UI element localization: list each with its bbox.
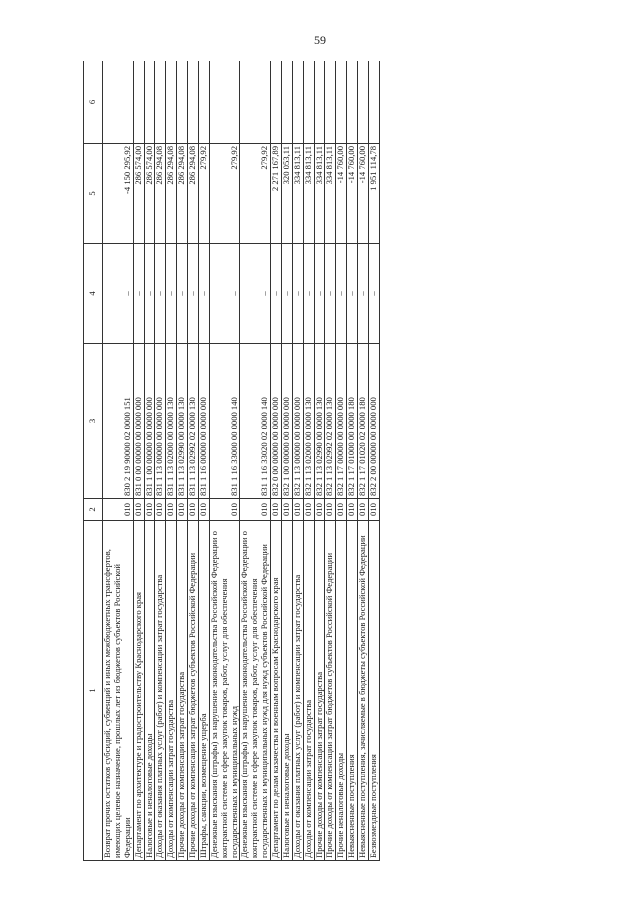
row-kbk-cell: 832 0 00 00000 00 0000 000 — [271, 344, 282, 499]
row-code-cell: 010 — [347, 499, 358, 521]
row-name-cell: Налоговые и неналоговые доходы — [144, 521, 155, 861]
header-col-2: 2 — [84, 499, 103, 521]
row-name-cell: Департамент по архитектуре и градостроительству Краснодарского края — [133, 521, 144, 861]
table-row — [347, 61, 358, 861]
page-number: 59 — [314, 33, 326, 47]
header-col-4: 4 — [84, 244, 103, 344]
row-kbk-cell: 832 1 00 00000 00 0000 000 — [281, 344, 292, 499]
row-amount-cell: 279,92 — [198, 144, 209, 244]
row-amount-cell: 286 294,08 — [177, 144, 188, 244]
row-amount-cell: 286 574,00 — [144, 144, 155, 244]
row-col6-cell — [188, 61, 199, 144]
row-col6-cell — [303, 61, 314, 144]
row-amount-cell: 286 294,08 — [166, 144, 177, 244]
row-col6-cell — [209, 61, 240, 144]
row-name-cell: Доходы от компенсации затрат государства — [166, 521, 177, 861]
header-col-5: 5 — [84, 144, 103, 244]
row-amount-cell: 334 813,11 — [314, 144, 325, 244]
row-col4-cell: – — [368, 244, 379, 344]
row-col4-cell: – — [303, 244, 314, 344]
row-amount-cell: 286 294,08 — [188, 144, 199, 244]
table-row — [281, 61, 292, 861]
row-amount-cell: 320 053,11 — [281, 144, 292, 244]
row-name-cell: Невыясненные поступления, зачисляемые в бюджеты субъектов Российской Федерации — [358, 521, 369, 861]
row-col6-cell — [368, 61, 379, 144]
row-col6-cell — [144, 61, 155, 144]
row-amount-cell: -4 150 295,92 — [103, 144, 134, 244]
row-col6-cell — [177, 61, 188, 144]
row-name-cell: Прочие доходы от компенсации затрат государства — [314, 521, 325, 861]
row-amount-cell: 1 951 114,78 — [368, 144, 379, 244]
table-header-row — [84, 61, 103, 861]
row-code-cell: 010 — [292, 499, 303, 521]
row-kbk-cell: 831 1 13 02992 02 0000 130 — [188, 344, 199, 499]
row-col4-cell: – — [177, 244, 188, 344]
row-amount-cell: 334 813,11 — [325, 144, 336, 244]
row-kbk-cell: 830 2 19 90000 02 0000 151 — [103, 344, 134, 499]
table-row — [336, 61, 347, 861]
row-amount-cell: -14 760,00 — [347, 144, 358, 244]
table-row — [368, 61, 379, 861]
row-code-cell: 010 — [325, 499, 336, 521]
row-code-cell: 010 — [358, 499, 369, 521]
row-amount-cell: -14 760,00 — [358, 144, 369, 244]
row-kbk-cell: 831 1 16 33020 02 0000 140 — [240, 344, 271, 499]
row-kbk-cell: 832 1 13 02992 02 0000 130 — [325, 344, 336, 499]
row-name-cell: Доходы от оказания платных услуг (работ) и компенсации затрат государства — [292, 521, 303, 861]
row-name-cell: Безвозмездные поступления — [368, 521, 379, 861]
table-row — [325, 61, 336, 861]
row-kbk-cell: 831 1 13 02990 00 0000 130 — [177, 344, 188, 499]
table-body — [103, 61, 380, 861]
row-col6-cell — [336, 61, 347, 144]
table-row — [358, 61, 369, 861]
row-kbk-cell: 831 1 13 02000 00 0000 130 — [166, 344, 177, 499]
row-code-cell: 010 — [271, 499, 282, 521]
row-col6-cell — [133, 61, 144, 144]
row-kbk-cell: 832 1 13 02000 00 0000 130 — [303, 344, 314, 499]
row-amount-cell: 334 813,11 — [292, 144, 303, 244]
table-frame — [83, 61, 573, 861]
table-row — [271, 61, 282, 861]
row-kbk-cell: 831 1 00 00000 00 0000 000 — [144, 344, 155, 499]
row-name-cell: Доходы от компенсации затрат государства — [303, 521, 314, 861]
row-code-cell: 010 — [188, 499, 199, 521]
row-amount-cell: 2 271 167,89 — [271, 144, 282, 244]
table-row — [155, 61, 166, 861]
row-kbk-cell: 832 2 00 00000 00 0000 000 — [368, 344, 379, 499]
table-row — [198, 61, 209, 861]
table-row — [303, 61, 314, 861]
row-name-cell: Денежные взыскания (штрафы) за нарушение законодательства Российской Федерации о контрактной системе в сфере закупок товаров, работ, услуг для обеспечения государственных и муниципальных нужд для нужд субъектов Российской Федерации — [240, 521, 271, 861]
row-kbk-cell: 832 1 13 02990 00 0000 130 — [314, 344, 325, 499]
row-name-cell: Департамент по делам казачества и военным вопросам Краснодарского края — [271, 521, 282, 861]
row-col6-cell — [271, 61, 282, 144]
row-col6-cell — [240, 61, 271, 144]
row-code-cell: 010 — [133, 499, 144, 521]
header-col-6: 6 — [84, 61, 103, 144]
table-row — [133, 61, 144, 861]
row-amount-cell: 286 574,00 — [133, 144, 144, 244]
row-col6-cell — [198, 61, 209, 144]
table-row — [188, 61, 199, 861]
revenue-table — [83, 61, 380, 861]
row-code-cell: 010 — [103, 499, 134, 521]
row-amount-cell: 286 294,08 — [155, 144, 166, 244]
row-col6-cell — [103, 61, 134, 144]
row-name-cell: Невыясненные поступления — [347, 521, 358, 861]
table-row — [240, 61, 271, 861]
row-amount-cell: 334 813,11 — [303, 144, 314, 244]
row-kbk-cell: 832 1 17 01020 02 0000 180 — [358, 344, 369, 499]
table-row — [209, 61, 240, 861]
row-code-cell: 010 — [303, 499, 314, 521]
header-col-3: 3 — [84, 344, 103, 499]
row-col4-cell: – — [314, 244, 325, 344]
row-col4-cell: – — [271, 244, 282, 344]
row-col4-cell: – — [281, 244, 292, 344]
row-col4-cell: – — [358, 244, 369, 344]
row-col6-cell — [358, 61, 369, 144]
row-col4-cell: – — [292, 244, 303, 344]
row-kbk-cell: 832 1 17 00000 00 0000 000 — [336, 344, 347, 499]
row-kbk-cell: 831 1 16 33000 00 0000 140 — [209, 344, 240, 499]
row-col4-cell: – — [133, 244, 144, 344]
row-col6-cell — [281, 61, 292, 144]
row-code-cell: 010 — [368, 499, 379, 521]
row-col4-cell: – — [336, 244, 347, 344]
row-col4-cell: – — [325, 244, 336, 344]
row-code-cell: 010 — [209, 499, 240, 521]
row-code-cell: 010 — [336, 499, 347, 521]
row-col4-cell: – — [166, 244, 177, 344]
row-code-cell: 010 — [166, 499, 177, 521]
row-code-cell: 010 — [314, 499, 325, 521]
row-code-cell: 010 — [155, 499, 166, 521]
table-row — [103, 61, 134, 861]
row-name-cell: Прочие неналоговые доходы — [336, 521, 347, 861]
row-code-cell: 010 — [240, 499, 271, 521]
row-col6-cell — [292, 61, 303, 144]
row-code-cell: 010 — [177, 499, 188, 521]
row-name-cell: Прочие доходы от компенсации затрат бюджетов субъектов Российской Федерации — [325, 521, 336, 861]
row-name-cell: Налоговые и неналоговые доходы — [281, 521, 292, 861]
row-code-cell: 010 — [198, 499, 209, 521]
row-col4-cell: – — [209, 244, 240, 344]
row-col4-cell: – — [155, 244, 166, 344]
header-col-1: 1 — [84, 521, 103, 861]
row-amount-cell: 279,92 — [240, 144, 271, 244]
row-col4-cell: – — [144, 244, 155, 344]
row-col4-cell: – — [347, 244, 358, 344]
row-amount-cell: -14 760,00 — [336, 144, 347, 244]
row-col6-cell — [325, 61, 336, 144]
row-col6-cell — [347, 61, 358, 144]
row-code-cell: 010 — [144, 499, 155, 521]
row-name-cell: Прочие доходы от компенсации затрат государства — [177, 521, 188, 861]
table-row — [177, 61, 188, 861]
row-name-cell: Штрафы, санкции, возмещение ущерба — [198, 521, 209, 861]
rotated-table-container — [83, 61, 573, 861]
row-col4-cell: – — [103, 244, 134, 344]
table-row — [144, 61, 155, 861]
row-col4-cell: – — [198, 244, 209, 344]
row-kbk-cell: 832 1 13 00000 00 0000 000 — [292, 344, 303, 499]
row-col4-cell: – — [240, 244, 271, 344]
row-kbk-cell: 831 1 16 00000 00 0000 000 — [198, 344, 209, 499]
table-row — [166, 61, 177, 861]
row-amount-cell: 279,92 — [209, 144, 240, 244]
row-col4-cell: – — [188, 244, 199, 344]
row-name-cell: Доходы от оказания платных услуг (работ) и компенсации затрат государства — [155, 521, 166, 861]
row-kbk-cell: 831 0 00 00000 00 0000 000 — [133, 344, 144, 499]
row-kbk-cell: 831 1 13 00000 00 0000 000 — [155, 344, 166, 499]
row-code-cell: 010 — [281, 499, 292, 521]
row-kbk-cell: 832 1 17 01000 00 0000 180 — [347, 344, 358, 499]
row-name-cell: Денежные взыскания (штрафы) за нарушение законодательства Российской Федерации о контрактной системе в сфере закупок товаров, работ, услуг для обеспечения государственных и муниципальных нужд — [209, 521, 240, 861]
row-col6-cell — [166, 61, 177, 144]
row-col6-cell — [155, 61, 166, 144]
table-row — [314, 61, 325, 861]
table-row — [292, 61, 303, 861]
row-name-cell: Возврат прочих остатков субсидий, субвенций и иных межбюджетных трансфертов, имеющих целевое назначение, прошлых лет из бюджетов субъектов Российской Федерации — [103, 521, 134, 861]
row-name-cell: Прочие доходы от компенсации затрат бюджетов субъектов Российской Федерации — [188, 521, 199, 861]
row-col6-cell — [314, 61, 325, 144]
